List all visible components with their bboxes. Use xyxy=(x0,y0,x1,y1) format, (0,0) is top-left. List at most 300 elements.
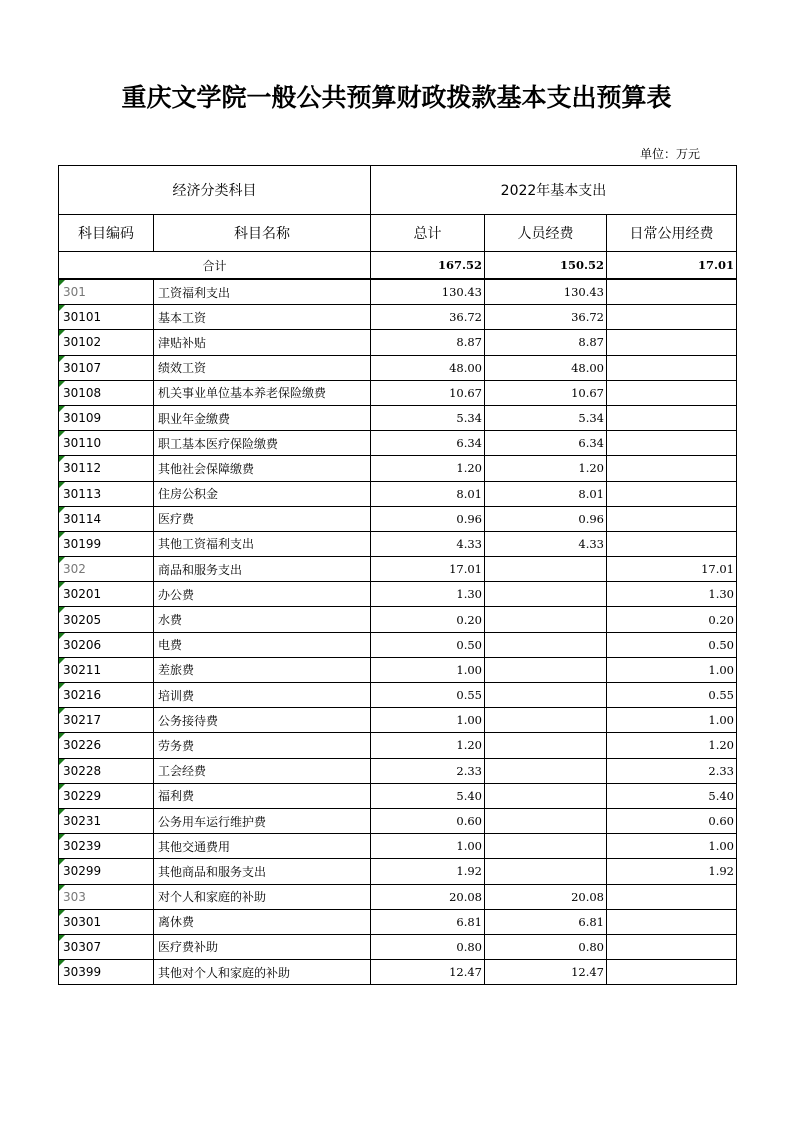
row-total-text: 0.96 xyxy=(456,511,482,526)
row-name-text: 其他工资福利支出 xyxy=(158,537,255,552)
cell-marker-icon xyxy=(59,935,65,941)
row-total-text: 1.92 xyxy=(456,864,482,879)
row-code-text: 30102 xyxy=(63,335,102,350)
row-total xyxy=(371,279,485,305)
table-row xyxy=(59,708,737,733)
row-personnel-text: 12.47 xyxy=(571,965,604,980)
row-code xyxy=(59,355,154,380)
row-total xyxy=(371,708,485,733)
table-row xyxy=(59,934,737,959)
row-personnel xyxy=(485,632,607,657)
header-personnel: 人员经费 xyxy=(485,215,607,252)
cell-marker-icon xyxy=(59,381,65,387)
row-total-text: 17.01 xyxy=(449,562,482,577)
table-row xyxy=(59,783,737,808)
row-public-text: 5.40 xyxy=(708,788,734,803)
row-name xyxy=(154,305,371,330)
row-public xyxy=(607,279,737,305)
row-public xyxy=(607,531,737,556)
row-code-text: 30108 xyxy=(63,385,102,400)
row-name-text: 商品和服务支出 xyxy=(158,562,243,577)
row-personnel xyxy=(485,783,607,808)
row-public xyxy=(607,834,737,859)
row-code xyxy=(59,456,154,481)
row-total-text: 6.34 xyxy=(456,436,482,451)
row-personnel xyxy=(485,657,607,682)
row-code-text: 30307 xyxy=(63,939,102,954)
row-public-text: 0.60 xyxy=(708,814,734,829)
row-personnel xyxy=(485,506,607,531)
row-personnel-text: 4.33 xyxy=(578,536,604,551)
row-personnel xyxy=(485,859,607,884)
row-name xyxy=(154,960,371,985)
row-personnel xyxy=(485,834,607,859)
row-total-text: 2.33 xyxy=(456,763,482,778)
header-total: 总计 xyxy=(371,215,485,252)
row-name xyxy=(154,657,371,682)
cell-marker-icon xyxy=(59,633,65,639)
row-code-text: 301 xyxy=(63,285,86,300)
row-public-text: 0.55 xyxy=(708,688,734,703)
budget-table xyxy=(58,165,737,985)
row-total-text: 1.30 xyxy=(456,587,482,602)
row-total-text: 4.33 xyxy=(456,536,482,551)
row-personnel xyxy=(485,481,607,506)
row-name-text: 其他交通费用 xyxy=(158,839,231,854)
table-row xyxy=(59,279,737,305)
row-total-text: 0.20 xyxy=(456,612,482,627)
row-name xyxy=(154,808,371,833)
row-name-text: 医疗费补助 xyxy=(158,940,219,955)
row-personnel-text: 20.08 xyxy=(571,889,604,904)
row-public xyxy=(607,557,737,582)
row-personnel xyxy=(485,456,607,481)
row-name xyxy=(154,330,371,355)
table-row xyxy=(59,859,737,884)
row-code xyxy=(59,708,154,733)
row-code xyxy=(59,405,154,430)
row-public xyxy=(607,733,737,758)
row-personnel xyxy=(485,909,607,934)
row-code xyxy=(59,431,154,456)
header-name: 科目名称 xyxy=(154,215,371,252)
row-public xyxy=(607,330,737,355)
table-row xyxy=(59,380,737,405)
row-code-text: 30301 xyxy=(63,914,102,929)
header-code: 科目编码 xyxy=(59,215,154,252)
row-total-text: 0.50 xyxy=(456,637,482,652)
row-code-text: 30201 xyxy=(63,587,102,602)
row-total xyxy=(371,405,485,430)
row-code-text: 30229 xyxy=(63,788,102,803)
cell-marker-icon xyxy=(59,356,65,362)
row-personnel xyxy=(485,355,607,380)
cell-marker-icon xyxy=(59,607,65,613)
row-public xyxy=(607,884,737,909)
row-personnel-text: 0.96 xyxy=(578,511,604,526)
table-row xyxy=(59,884,737,909)
row-personnel xyxy=(485,531,607,556)
row-code xyxy=(59,834,154,859)
row-name-text: 办公费 xyxy=(158,587,195,602)
cell-marker-icon xyxy=(59,784,65,790)
row-total xyxy=(371,456,485,481)
row-personnel xyxy=(485,279,607,305)
row-total-text: 1.00 xyxy=(456,839,482,854)
cell-marker-icon xyxy=(59,582,65,588)
row-total-text: 1.20 xyxy=(456,461,482,476)
row-code xyxy=(59,934,154,959)
row-public xyxy=(607,758,737,783)
row-total xyxy=(371,808,485,833)
total-total: 167.52 xyxy=(371,252,485,280)
row-personnel xyxy=(485,758,607,783)
row-personnel xyxy=(485,380,607,405)
row-personnel-text: 5.34 xyxy=(578,411,604,426)
page-title: 重庆文学院一般公共预算财政拨款基本支出预算表 xyxy=(121,83,672,112)
table-row xyxy=(59,733,737,758)
row-public xyxy=(607,582,737,607)
row-name xyxy=(154,783,371,808)
table-row xyxy=(59,657,737,682)
row-total xyxy=(371,683,485,708)
header-year-expense: 2022年基本支出 xyxy=(371,166,737,215)
row-name-text: 劳务费 xyxy=(158,738,195,753)
row-public xyxy=(607,431,737,456)
row-name xyxy=(154,355,371,380)
row-total-text: 6.81 xyxy=(456,914,482,929)
table-row xyxy=(59,607,737,632)
total-personnel: 150.52 xyxy=(485,252,607,280)
row-personnel xyxy=(485,683,607,708)
row-code xyxy=(59,859,154,884)
row-name xyxy=(154,506,371,531)
row-total-text: 5.40 xyxy=(456,788,482,803)
row-total-text: 8.87 xyxy=(456,335,482,350)
row-personnel xyxy=(485,960,607,985)
row-personnel-text: 6.34 xyxy=(578,436,604,451)
row-name xyxy=(154,557,371,582)
row-code-text: 302 xyxy=(63,562,86,577)
row-total xyxy=(371,758,485,783)
row-public xyxy=(607,607,737,632)
header-row-1 xyxy=(59,166,737,215)
row-code xyxy=(59,909,154,934)
row-public xyxy=(607,960,737,985)
row-public xyxy=(607,859,737,884)
row-personnel xyxy=(485,884,607,909)
row-total-text: 36.72 xyxy=(449,310,482,325)
row-name-text: 绩效工资 xyxy=(158,361,207,376)
row-public xyxy=(607,909,737,934)
row-personnel xyxy=(485,582,607,607)
row-total xyxy=(371,884,485,909)
row-name-text: 医疗费 xyxy=(158,512,195,527)
row-name xyxy=(154,733,371,758)
row-code xyxy=(59,683,154,708)
row-code-text: 30216 xyxy=(63,688,102,703)
row-name xyxy=(154,934,371,959)
row-public-text: 1.00 xyxy=(708,662,734,677)
row-total-text: 20.08 xyxy=(449,889,482,904)
table-row xyxy=(59,305,737,330)
cell-marker-icon xyxy=(59,406,65,412)
cell-marker-icon xyxy=(59,759,65,765)
row-code xyxy=(59,783,154,808)
row-name xyxy=(154,884,371,909)
row-code-text: 30101 xyxy=(63,310,102,325)
row-name-text: 离休费 xyxy=(158,915,195,930)
cell-marker-icon xyxy=(59,910,65,916)
table-row xyxy=(59,582,737,607)
row-public-text: 1.00 xyxy=(708,713,734,728)
row-personnel-text: 36.72 xyxy=(571,310,604,325)
row-name xyxy=(154,683,371,708)
row-code-text: 30205 xyxy=(63,612,102,627)
row-name xyxy=(154,431,371,456)
row-personnel-text: 1.20 xyxy=(578,461,604,476)
row-public xyxy=(607,355,737,380)
header-row-2 xyxy=(59,215,737,252)
row-name-text: 其他商品和服务支出 xyxy=(158,864,267,879)
row-code-text: 30399 xyxy=(63,965,102,980)
row-name xyxy=(154,531,371,556)
row-code xyxy=(59,481,154,506)
row-public xyxy=(607,632,737,657)
row-name-text: 福利费 xyxy=(158,789,195,804)
row-total xyxy=(371,934,485,959)
row-code xyxy=(59,808,154,833)
row-code xyxy=(59,607,154,632)
row-personnel xyxy=(485,808,607,833)
row-code xyxy=(59,305,154,330)
row-total-text: 130.43 xyxy=(441,285,482,300)
row-name-text: 工资福利支出 xyxy=(158,285,231,300)
row-name-text: 其他对个人和家庭的补助 xyxy=(158,965,291,980)
row-total-text: 5.34 xyxy=(456,411,482,426)
row-personnel xyxy=(485,557,607,582)
row-personnel xyxy=(485,431,607,456)
row-code xyxy=(59,531,154,556)
cell-marker-icon xyxy=(59,456,65,462)
row-total xyxy=(371,380,485,405)
row-total-text: 0.80 xyxy=(456,939,482,954)
row-total xyxy=(371,909,485,934)
header-public: 日常公用经费 xyxy=(607,215,737,252)
row-code-text: 30199 xyxy=(63,536,102,551)
row-public xyxy=(607,456,737,481)
row-public xyxy=(607,405,737,430)
row-name xyxy=(154,834,371,859)
row-total xyxy=(371,783,485,808)
row-code-text: 30107 xyxy=(63,360,102,375)
row-name xyxy=(154,758,371,783)
row-personnel xyxy=(485,607,607,632)
row-name-text: 水费 xyxy=(158,613,183,628)
total-row xyxy=(59,252,737,280)
row-total xyxy=(371,330,485,355)
table-row xyxy=(59,758,737,783)
row-public xyxy=(607,305,737,330)
cell-marker-icon xyxy=(59,532,65,538)
row-code-text: 30228 xyxy=(63,763,102,778)
cell-marker-icon xyxy=(59,280,65,286)
row-name xyxy=(154,481,371,506)
row-personnel xyxy=(485,708,607,733)
row-personnel xyxy=(485,305,607,330)
row-public xyxy=(607,657,737,682)
cell-marker-icon xyxy=(59,658,65,664)
row-code xyxy=(59,330,154,355)
table-row xyxy=(59,632,737,657)
cell-marker-icon xyxy=(59,960,65,966)
cell-marker-icon xyxy=(59,431,65,437)
table-row xyxy=(59,683,737,708)
row-code xyxy=(59,657,154,682)
row-total-text: 10.67 xyxy=(449,385,482,400)
row-personnel-text: 0.80 xyxy=(578,939,604,954)
row-total-text: 1.00 xyxy=(456,713,482,728)
row-personnel-text: 48.00 xyxy=(571,360,604,375)
row-name-text: 对个人和家庭的补助 xyxy=(158,890,267,905)
row-total-text: 0.60 xyxy=(456,814,482,829)
row-name xyxy=(154,405,371,430)
cell-marker-icon xyxy=(59,885,65,891)
row-name-text: 机关事业单位基本养老保险缴费 xyxy=(158,386,327,401)
row-code-text: 30113 xyxy=(63,486,102,501)
table-row xyxy=(59,531,737,556)
cell-marker-icon xyxy=(59,683,65,689)
row-total xyxy=(371,531,485,556)
table-row xyxy=(59,557,737,582)
row-name xyxy=(154,279,371,305)
row-code xyxy=(59,279,154,305)
row-name-text: 培训费 xyxy=(158,688,195,703)
cell-marker-icon xyxy=(59,507,65,513)
row-total xyxy=(371,557,485,582)
row-name xyxy=(154,909,371,934)
unit-label: 单位：万元 xyxy=(640,147,701,161)
table-row xyxy=(59,834,737,859)
row-personnel-text: 10.67 xyxy=(571,385,604,400)
row-code-text: 30109 xyxy=(63,411,102,426)
table-row xyxy=(59,355,737,380)
row-public xyxy=(607,683,737,708)
row-name-text: 公务用车运行维护费 xyxy=(158,814,267,829)
row-code-text: 30206 xyxy=(63,637,102,652)
table-row xyxy=(59,481,737,506)
table-row xyxy=(59,909,737,934)
row-name xyxy=(154,380,371,405)
row-public xyxy=(607,481,737,506)
row-code-text: 30114 xyxy=(63,511,102,526)
row-name xyxy=(154,607,371,632)
row-name-text: 其他社会保障缴费 xyxy=(158,461,255,476)
row-public-text: 0.20 xyxy=(708,612,734,627)
row-name xyxy=(154,456,371,481)
row-code xyxy=(59,758,154,783)
row-code xyxy=(59,632,154,657)
cell-marker-icon xyxy=(59,733,65,739)
row-public-text: 1.92 xyxy=(708,864,734,879)
row-public xyxy=(607,506,737,531)
row-name xyxy=(154,632,371,657)
cell-marker-icon xyxy=(59,557,65,563)
table-row xyxy=(59,808,737,833)
row-personnel-text: 8.01 xyxy=(578,486,604,501)
row-name xyxy=(154,859,371,884)
row-name-text: 工会经费 xyxy=(158,764,207,779)
row-code-text: 30239 xyxy=(63,839,102,854)
row-personnel xyxy=(485,934,607,959)
row-code-text: 30110 xyxy=(63,436,102,451)
row-code-text: 30299 xyxy=(63,864,102,879)
row-name-text: 差旅费 xyxy=(158,663,195,678)
row-public-text: 1.20 xyxy=(708,738,734,753)
row-name xyxy=(154,582,371,607)
total-public: 17.01 xyxy=(607,252,737,280)
row-code xyxy=(59,582,154,607)
row-total xyxy=(371,859,485,884)
row-public xyxy=(607,380,737,405)
row-total-text: 12.47 xyxy=(449,965,482,980)
row-total-text: 48.00 xyxy=(449,360,482,375)
row-total xyxy=(371,582,485,607)
row-total xyxy=(371,632,485,657)
row-personnel-text: 8.87 xyxy=(578,335,604,350)
row-total xyxy=(371,960,485,985)
row-total xyxy=(371,431,485,456)
row-total xyxy=(371,733,485,758)
row-total xyxy=(371,834,485,859)
cell-marker-icon xyxy=(59,834,65,840)
row-code-text: 30211 xyxy=(63,662,102,677)
row-total-text: 1.20 xyxy=(456,738,482,753)
row-public xyxy=(607,783,737,808)
row-personnel xyxy=(485,405,607,430)
row-name-text: 基本工资 xyxy=(158,310,207,325)
row-name-text: 职业年金缴费 xyxy=(158,411,231,426)
row-public xyxy=(607,808,737,833)
row-total-text: 8.01 xyxy=(456,486,482,501)
row-public-text: 2.33 xyxy=(708,763,734,778)
row-code-text: 30112 xyxy=(63,461,102,476)
row-public-text: 0.50 xyxy=(708,637,734,652)
table-row xyxy=(59,960,737,985)
row-code xyxy=(59,884,154,909)
row-public xyxy=(607,708,737,733)
row-public xyxy=(607,934,737,959)
row-total xyxy=(371,607,485,632)
row-public-text: 1.30 xyxy=(708,587,734,602)
cell-marker-icon xyxy=(59,482,65,488)
row-public-text: 17.01 xyxy=(701,562,734,577)
row-total xyxy=(371,481,485,506)
row-name-text: 职工基本医疗保险缴费 xyxy=(158,436,279,451)
row-total xyxy=(371,355,485,380)
total-label: 合计 xyxy=(59,252,371,280)
cell-marker-icon xyxy=(59,330,65,336)
row-personnel-text: 130.43 xyxy=(563,285,604,300)
row-total-text: 1.00 xyxy=(456,662,482,677)
row-name-text: 津贴补贴 xyxy=(158,335,207,350)
table-row xyxy=(59,456,737,481)
cell-marker-icon xyxy=(59,305,65,311)
row-code xyxy=(59,380,154,405)
row-public-text: 1.00 xyxy=(708,839,734,854)
row-total xyxy=(371,305,485,330)
row-personnel-text: 6.81 xyxy=(578,914,604,929)
